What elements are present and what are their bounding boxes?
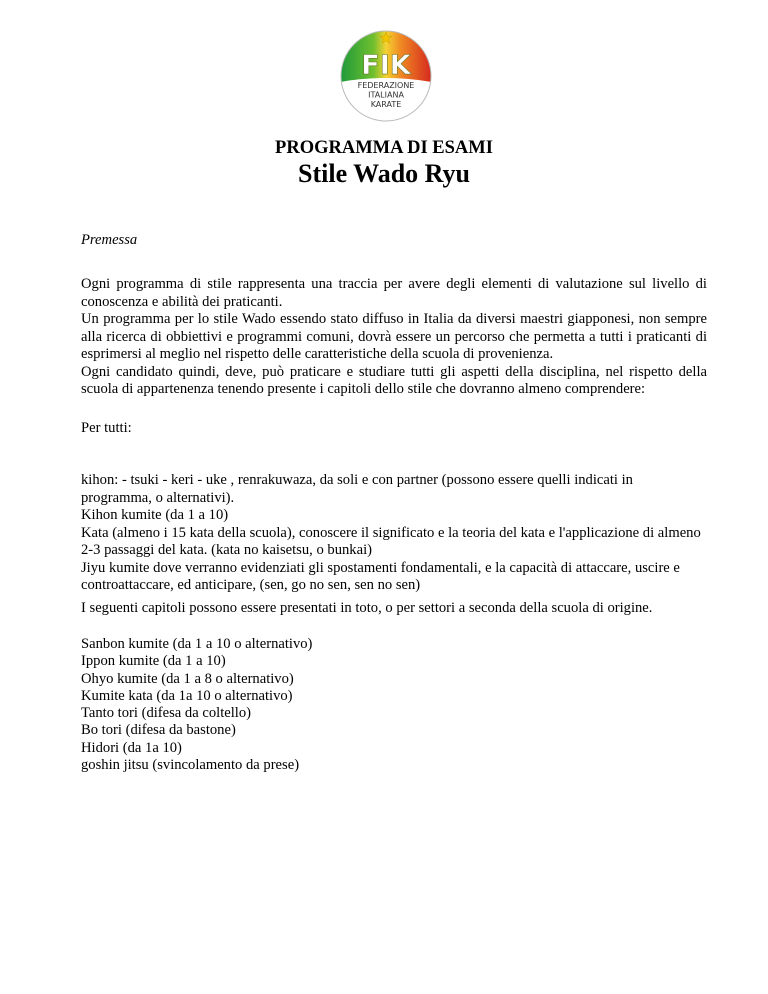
chapter-item: Bo tori (difesa da bastone) bbox=[81, 722, 236, 739]
chapter-item: goshin jitsu (svincolamento da prese) bbox=[81, 757, 300, 774]
main-item: Kata (almeno i 15 kata della scuola), conoscere il significato e la teoria del kata e l'applicazione di almeno 2-3 passaggi del kata. (kata no kaisetsu, o bunkai) bbox=[81, 524, 701, 558]
logo-line3: KARATE bbox=[370, 100, 402, 109]
intro-paragraph: Un programma per lo stile Wado essendo stato diffuso in Italia da diversi maestri giapponesi, non sempre alla ricerca di obbiettivi e programmi comuni, dovrà essere un percorso che permetta a tutti i praticanti di esprimersi al meglio nel rispetto delle caratteristiche della scuola di provenienza. bbox=[81, 311, 707, 362]
main-item: kihon: - tsuki - keri - uke , renrakuwaza, da soli e con partner (possono essere quelli indicati in programma, o alternativi). bbox=[81, 472, 633, 506]
chapter-item: Hidori (da 1a 10) bbox=[81, 739, 182, 756]
intro-paragraph: Ogni programma di stile rappresenta una traccia per avere degli elementi di valutazione sul livello di conoscenza e abilità dei praticanti. bbox=[81, 276, 707, 310]
intro-text bbox=[81, 276, 707, 399]
per-tutti-heading: Per tutti: bbox=[81, 420, 132, 436]
premessa-heading: Premessa bbox=[81, 232, 138, 248]
logo-abbr: FIK bbox=[361, 50, 411, 81]
chapter-item: Kumite kata (da 1a 10 o alternativo) bbox=[81, 687, 293, 704]
main-item: Kihon kumite (da 1 a 10) bbox=[81, 507, 229, 523]
chapters-note: I seguenti capitoli possono essere presentati in toto, o per settori a seconda della scuola di origine. bbox=[81, 600, 653, 616]
main-item: Jiyu kumite dove verranno evidenziati gli spostamenti fondamentali, e la capacità di attaccare, uscire e controattaccare, ed anticipare, (sen, go no sen, sen no sen) bbox=[81, 559, 680, 593]
main-items bbox=[81, 472, 701, 595]
logo-line1: FEDERAZIONE bbox=[357, 81, 415, 90]
chapter-item: Ippon kumite (da 1 a 10) bbox=[81, 653, 226, 670]
chapter-item: Ohyo kumite (da 1 a 8 o alternativo) bbox=[81, 670, 294, 687]
fik-logo bbox=[340, 30, 432, 122]
chapters-list bbox=[81, 636, 312, 774]
page-subtitle: Stile Wado Ryu bbox=[298, 159, 470, 188]
chapter-item: Tanto tori (difesa da coltello) bbox=[81, 705, 251, 722]
logo-line2: ITALIANA bbox=[368, 90, 404, 100]
page-title: PROGRAMMA DI ESAMI bbox=[275, 138, 493, 158]
intro-paragraph: Ogni candidato quindi, deve, può praticare e studiare tutti gli aspetti della disciplina, nel rispetto della scuola di appartenenza tenendo presente i capitoli dello stile che dovranno almeno comprendere: bbox=[81, 363, 707, 397]
chapter-item: Sanbon kumite (da 1 a 10 o alternativo) bbox=[81, 636, 313, 652]
